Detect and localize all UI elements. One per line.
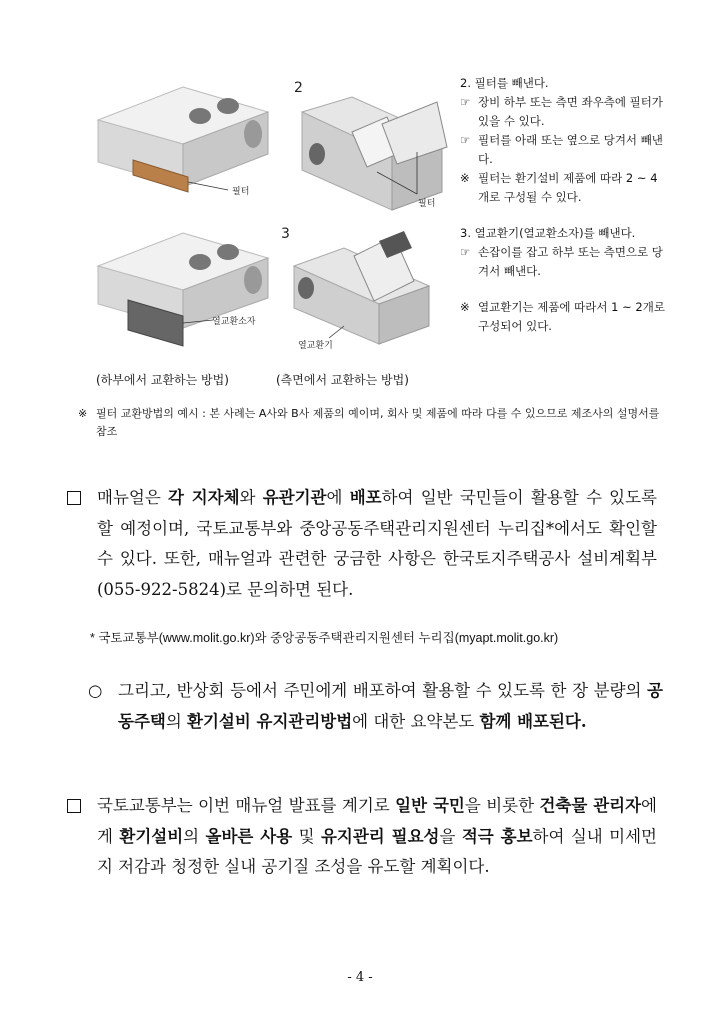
checkbox-square-icon xyxy=(67,799,81,813)
step-2-item: ※ 필터는 환기설비 제품에 따라 2 ~ 4개로 구성될 수 있다. xyxy=(460,171,658,204)
side-unit-exchanger-figure xyxy=(284,226,444,346)
checkbox-square-icon xyxy=(67,491,81,505)
bottom-unit-filter-figure xyxy=(88,82,278,207)
filter-method-note: ※ 필터 교환방법의 예시 : 본 사례는 A사와 B사 제품의 예이며, 회사 및 제품에 따라 다를 수 있으므로 제조사의 설명서를 참조 xyxy=(78,407,660,438)
paragraph-summary: ○ 그리고, 반상회 등에서 주민에게 배포하여 활용할 수 있도록 한 장 분량의 공동주택의 환기설비 유지관리방법에 대한 요약본도 함께 배포된다. xyxy=(88,681,663,731)
caption-side-method: (측면에서 교환하는 방법) xyxy=(276,373,409,387)
page-number: - 4 - xyxy=(347,970,373,985)
caption-bottom-method: (하부에서 교환하는 방법) xyxy=(96,373,229,387)
side-filter-label: 필터 xyxy=(418,199,436,209)
bottom-exchanger-label: 열교환소자 xyxy=(212,317,256,327)
bottom-filter-label: 필터 xyxy=(232,187,250,197)
step-3-number: 3 xyxy=(281,226,290,242)
paragraph-promotion: 국토교통부는 이번 매뉴얼 발표를 계기로 일반 국민을 비롯한 건축물 관리자에게 환기설비의 올바른 사용 및 유지관리 필요성을 적극 홍보하여 실내 미세먼지 저감과 청정한 실내 공기질 조성을 유도할 계획이다. xyxy=(67,791,657,883)
website-footnote: * 국토교통부(www.molit.go.kr)와 중앙공동주택관리지원센터 누리집(myapt.molit.go.kr) xyxy=(90,631,559,645)
step-3-title: 3. 열교환기(열교환소자)를 빼낸다. xyxy=(460,226,636,240)
step-3-item: ☞ 손잡이를 잡고 하부 또는 측면으로 당겨서 빼낸다. xyxy=(460,245,663,278)
bottom-unit-exchanger-figure xyxy=(88,228,278,348)
step-3-item: ※ 열교환기는 제품에 따라서 1 ~ 2개로 구성되어 있다. xyxy=(460,300,665,333)
step-2-number: 2 xyxy=(294,80,303,96)
side-unit-filter-figure xyxy=(292,92,452,212)
instructions-block xyxy=(460,74,666,336)
paragraph-distribution: 매뉴얼은 각 지자체와 유관기관에 배포하여 일반 국민들이 활용할 수 있도록 할 예정이며, 국토교통부와 중앙공동주택관리지원센터 누리집*에서도 확인할 수 있다. 또한, 매뉴얼과 관련한 궁금한 사항은 한국토지주택공사 설비계획부(055-922-5824)로 문의하면 된다. xyxy=(67,483,657,605)
step-2-title: 2. 필터를 빼낸다. xyxy=(460,76,549,90)
side-exchanger-label: 열교환기 xyxy=(298,341,333,351)
step-2-item: ☞ 필터를 아래 또는 옆으로 당겨서 빼낸다. xyxy=(460,133,663,166)
step-2-item: ☞ 장비 하부 또는 측면 좌우측에 필터가 있을 수 있다. xyxy=(460,95,663,128)
